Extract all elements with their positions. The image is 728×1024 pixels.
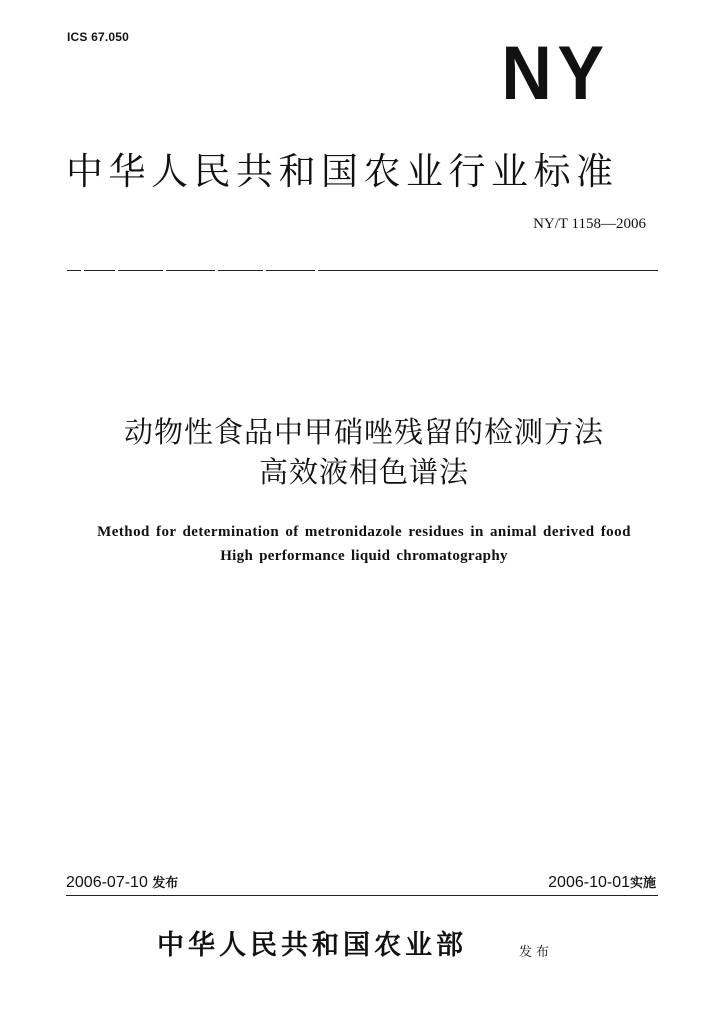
effective-label: 实施 bbox=[629, 876, 656, 891]
ics-code: ICS 67.050 bbox=[67, 30, 130, 44]
effective-date: 2006-10-01 bbox=[548, 874, 630, 891]
standard-number: NY/T 1158—2006 bbox=[533, 216, 646, 232]
bottom-divider bbox=[66, 895, 658, 896]
issue-date: 2006-07-10 bbox=[66, 874, 148, 891]
top-divider bbox=[67, 270, 658, 271]
issuing-suffix: 发布 bbox=[519, 945, 554, 960]
document-title-zh-line2: 高效液相色谱法 bbox=[258, 455, 469, 489]
standard-category-title: 中华人民共和国农业行业标准 bbox=[66, 150, 619, 193]
ny-logo: NY bbox=[501, 31, 610, 116]
document-title-en-line1: Method for determination of metronidazole residues in animal derived food bbox=[97, 524, 631, 540]
document-title-en-line2: High performance liquid chromatography bbox=[220, 548, 508, 564]
issue-date-block bbox=[66, 872, 178, 892]
effective-date-block bbox=[548, 872, 656, 892]
issuing-authority: 中华人民共和国农业部 bbox=[157, 930, 467, 961]
issue-label: 发布 bbox=[152, 876, 179, 891]
document-title-zh-line1: 动物性食品中甲硝唑残留的检测方法 bbox=[123, 415, 604, 449]
